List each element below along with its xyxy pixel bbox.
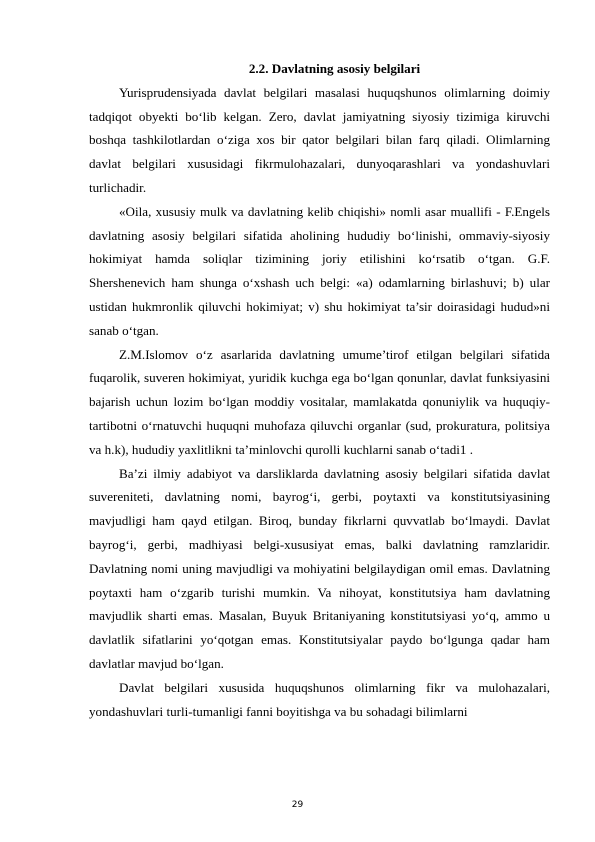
paragraph-4: Ba’zi ilmiy adabiyot va darsliklarda davlatning asosiy belgilari sifatida davlat suvereniteti, davlatning nomi, bayrog‘i, gerbi, poytaxti va konstitutsiyasining mavjudligi ham qayd etilgan. Biroq, bunday fikrlarni quvvatlab bo‘lmaydi. Davlat bayrog‘i, gerbi, madhiyasi belgi-xususiyat emas, balki davlatning ramzlaridir. Davlatning nomi uning mavjudligi va mohiyatini belgilaydigan omil emas. Davlatning poytaxti ham o‘zgarib turishi mumkin. Va nihoyat, konstitutsiya ham davlatning mavjudlik sharti emas. Masalan, Buyuk Britaniyaning konstitutsiyasi yo‘q, ammo u davlatlik sifatlarini yo‘qotgan emas. Konstitutsiyalar paydo bo‘lgunga qadar ham davlatlar mavjud bo‘lgan. (89, 465, 550, 671)
paragraph-5: Davlat belgilari xususida huquqshunos olimlarning fikr va mulohazalari, yondashuvlari turli-tumanligi fanni boyitishga va bu sohadagi bilimlarni (89, 679, 550, 719)
page-content (89, 57, 550, 723)
paragraph-3: Z.M.Islomov o‘z asarlarida davlatning umume’tirof etilgan belgilari sifatida fuqarolik, suveren hokimiyat, yuridik kuchga ega bo‘lgan qonunlar, davlat funksiyasini bajarish uchun lozim bo‘lgan moddiy vositalar, mamlakatda qonuniylik va huquqiy-tartibotni o‘rnatuvchi huquqni muhofaza qiluvchi organlar (sud, prokuratura, politsiya va h.k), hududiy yaxlitlikni ta’minlovchi qurolli kuchlarni sanab o‘tadi1 . (89, 346, 550, 457)
paragraph-1: Yurisprudensiyada davlat belgilari masalasi huquqshunos olimlarning doimiy tadqiqot obyekti bo‘lib kelgan. Zero, davlat jamiyatning siyosiy tizimiga kiruvchi boshqa tashkilotlardan o‘ziga xos bir qator belgilari bilan farq qiladi. Olimlarning davlat belgilari xususidagi fikrmulohazalari, dunyoqarashlari va yondashuvlari turlichadir. (89, 84, 550, 195)
section-heading: 2.2. Davlatning asosiy belgilari (248, 61, 421, 76)
paragraph-2: «Oila, xususiy mulk va davlatning kelib chiqishi» nomli asar muallifi - F.Engels davlatning asosiy belgilari sifatida aholining hududiy bo‘linishi, ommaviy-siyosiy hokimiyat hamda soliqlar tizimining joriy etilishini ko‘rsatib o‘tgan. G.F. Shershenevich ham shunga o‘xshash uch belgi: «a) odamlarning birlashuvi; b) ular ustidan hukmronlik qiluvchi hokimiyat; v) shu hokimiyat ta’sir doirasidagi hudud»ni sanab o‘tgan. (89, 203, 550, 338)
page-number: 29 (291, 800, 304, 810)
